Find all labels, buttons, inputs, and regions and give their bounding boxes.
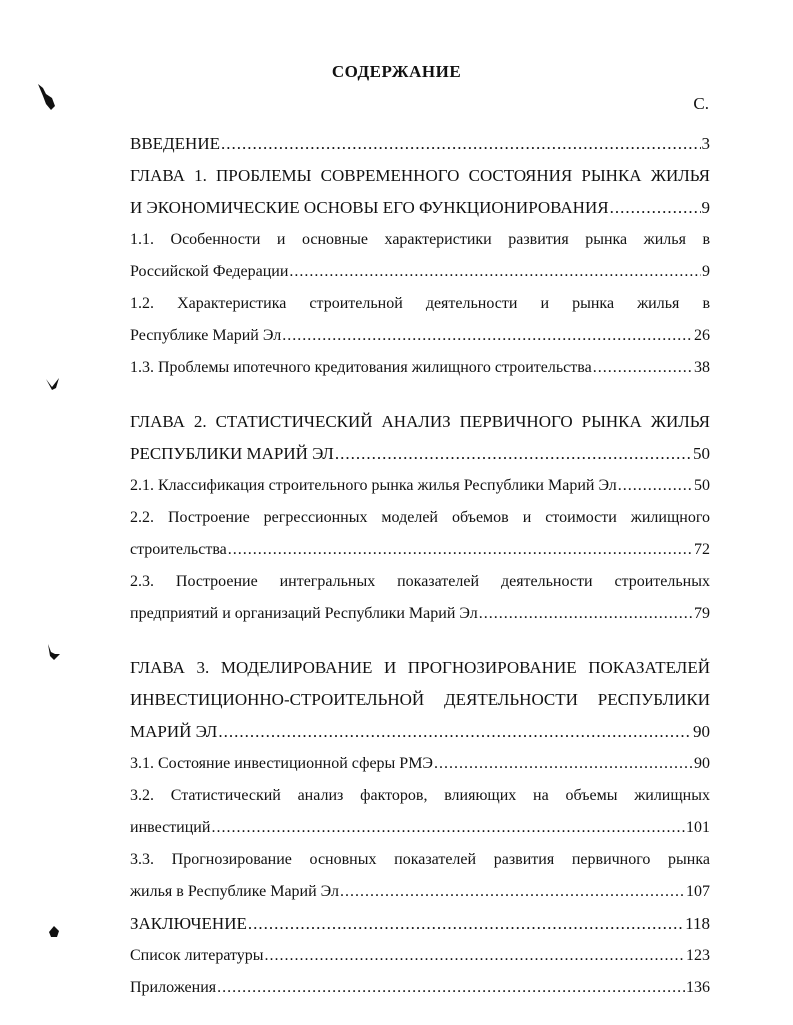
page-title: СОДЕРЖАНИЕ bbox=[331, 62, 462, 81]
toc-page-number: 38 bbox=[694, 359, 710, 376]
toc-page-number: 79 bbox=[694, 605, 710, 622]
scan-blot-mark bbox=[44, 642, 64, 664]
toc-entry-title: ГЛАВА 1. ПРОБЛЕМЫ СОВРЕМЕННОГО СОСТОЯНИЯ РЫНКА ЖИЛЬЯ bbox=[130, 166, 710, 185]
dot-leader bbox=[248, 908, 684, 940]
toc-page-number: 123 bbox=[686, 947, 710, 964]
toc-page-number: 90 bbox=[694, 755, 710, 772]
toc-entry-title: МАРИЙ ЭЛ bbox=[130, 722, 218, 741]
dot-leader bbox=[593, 352, 693, 384]
chapter-3-heading[interactable] bbox=[130, 652, 710, 684]
toc-entry-title: ГЛАВА 3. МОДЕЛИРОВАНИЕ И ПРОГНОЗИРОВАНИЕ ПОКАЗАТЕЛЕЙ bbox=[130, 658, 710, 677]
toc-entry-references[interactable] bbox=[130, 940, 710, 972]
section-3-3-end[interactable] bbox=[130, 876, 710, 908]
toc-entry-title: 1.3. Проблемы ипотечного кредитования жилищного строительства bbox=[130, 359, 592, 376]
chapter-2-heading[interactable] bbox=[130, 406, 710, 438]
section-2-2[interactable] bbox=[130, 502, 710, 534]
dot-leader bbox=[335, 438, 692, 470]
toc-page-number: 9 bbox=[702, 263, 710, 280]
toc-page-number: 72 bbox=[694, 541, 710, 558]
toc-page-number: 26 bbox=[694, 327, 710, 344]
dot-leader bbox=[221, 128, 701, 160]
toc-entry-title: ГЛАВА 2. СТАТИСТИЧЕСКИЙ АНАЛИЗ ПЕРВИЧНОГО РЫНКА ЖИЛЬЯ bbox=[130, 412, 710, 431]
dot-leader bbox=[610, 192, 701, 224]
section-1-2-end[interactable] bbox=[130, 320, 710, 352]
toc-entry-title: Приложения bbox=[130, 979, 217, 996]
section-2-3-end[interactable] bbox=[130, 598, 710, 630]
toc-page-number: 107 bbox=[686, 883, 710, 900]
toc-entry-title: Список литературы bbox=[130, 947, 264, 964]
section-3-3[interactable] bbox=[130, 844, 710, 876]
dot-leader bbox=[289, 256, 701, 288]
toc-entry-title: 2.1. Классификация строительного рынка жилья Республики Марий Эл bbox=[130, 477, 617, 494]
chapter-1-heading-end[interactable] bbox=[130, 192, 710, 224]
scan-blot-mark bbox=[46, 924, 62, 940]
toc-entry-title: 3.2. Статистический анализ факторов, влияющих на объемы жилищных bbox=[130, 787, 710, 804]
toc-entry-title: Республике Марий Эл bbox=[130, 327, 282, 344]
dot-leader bbox=[228, 534, 693, 566]
section-1-1-end[interactable] bbox=[130, 256, 710, 288]
toc-entry-title: предприятий и организаций Республики Марий Эл bbox=[130, 605, 478, 622]
toc-entry-title: Российской Федерации bbox=[130, 263, 289, 280]
toc-page-number: 101 bbox=[686, 819, 710, 836]
dot-leader bbox=[218, 716, 692, 748]
dot-leader bbox=[211, 812, 685, 844]
toc-page-number: 50 bbox=[694, 477, 710, 494]
dot-leader bbox=[217, 972, 685, 1004]
section-3-2[interactable] bbox=[130, 780, 710, 812]
toc-entry-title: 3.1. Состояние инвестиционной сферы РМЭ bbox=[130, 755, 433, 772]
toc-entry-title: жилья в Республике Марий Эл bbox=[130, 883, 340, 900]
dot-leader bbox=[434, 748, 693, 780]
toc-page-number: 136 bbox=[686, 979, 710, 996]
scan-blot-mark bbox=[34, 82, 60, 112]
section-1-2[interactable] bbox=[130, 288, 710, 320]
toc-entry-title: 2.3. Построение интегральных показателей деятельности строительных bbox=[130, 573, 710, 590]
toc-entry-title: ВВЕДЕНИЕ bbox=[130, 134, 220, 153]
dot-leader bbox=[282, 320, 693, 352]
section-1-1[interactable] bbox=[130, 224, 710, 256]
section-2-2-end[interactable] bbox=[130, 534, 710, 566]
toc-entry-title: строительства bbox=[130, 541, 227, 558]
toc-entry-title: ЗАКЛЮЧЕНИЕ bbox=[130, 914, 247, 933]
dot-leader bbox=[265, 940, 685, 972]
section-1-3[interactable] bbox=[130, 352, 710, 384]
toc-entry-title: ИНВЕСТИЦИОННО-СТРОИТЕЛЬНОЙ ДЕЯТЕЛЬНОСТИ РЕСПУБЛИКИ bbox=[130, 690, 710, 709]
toc-entry-conclusion[interactable] bbox=[130, 908, 710, 940]
toc-page-number: 50 bbox=[693, 444, 710, 463]
chapter-2-heading-end[interactable] bbox=[130, 438, 710, 470]
dot-leader bbox=[340, 876, 685, 908]
section-2-1[interactable] bbox=[130, 470, 710, 502]
table-of-contents bbox=[130, 128, 710, 1004]
scan-blot-mark bbox=[44, 376, 62, 392]
toc-entry-appendix[interactable] bbox=[130, 972, 710, 1004]
toc-page-number: 3 bbox=[701, 134, 710, 153]
toc-entry-intro[interactable] bbox=[130, 128, 710, 160]
section-2-3[interactable] bbox=[130, 566, 710, 598]
section-3-2-end[interactable] bbox=[130, 812, 710, 844]
toc-page-number: 9 bbox=[701, 198, 710, 217]
toc-entry-title: 2.2. Построение регрессионных моделей объемов и стоимости жилищного bbox=[130, 509, 710, 526]
dot-leader bbox=[618, 470, 693, 502]
chapter-3-heading-end[interactable] bbox=[130, 716, 710, 748]
page-column-label: С. bbox=[693, 94, 709, 113]
toc-entry-title: И ЭКОНОМИЧЕСКИЕ ОСНОВЫ ЕГО ФУНКЦИОНИРОВАНИЯ bbox=[130, 198, 609, 217]
toc-page-number: 90 bbox=[693, 722, 710, 741]
section-3-1[interactable] bbox=[130, 748, 710, 780]
toc-entry-title: 1.2. Характеристика строительной деятельности и рынка жилья в bbox=[130, 295, 710, 312]
dot-leader bbox=[479, 598, 693, 630]
toc-entry-title: РЕСПУБЛИКИ МАРИЙ ЭЛ bbox=[130, 444, 334, 463]
chapter-1-heading[interactable] bbox=[130, 160, 710, 192]
toc-entry-title: 1.1. Особенности и основные характеристики развития рынка жилья в bbox=[130, 231, 710, 248]
toc-entry-title: инвестиций bbox=[130, 819, 211, 836]
toc-page-number: 118 bbox=[685, 914, 710, 933]
toc-entry-title: 3.3. Прогнозирование основных показателей развития первичного рынка bbox=[130, 851, 710, 868]
chapter-3-heading-cont[interactable] bbox=[130, 684, 710, 716]
